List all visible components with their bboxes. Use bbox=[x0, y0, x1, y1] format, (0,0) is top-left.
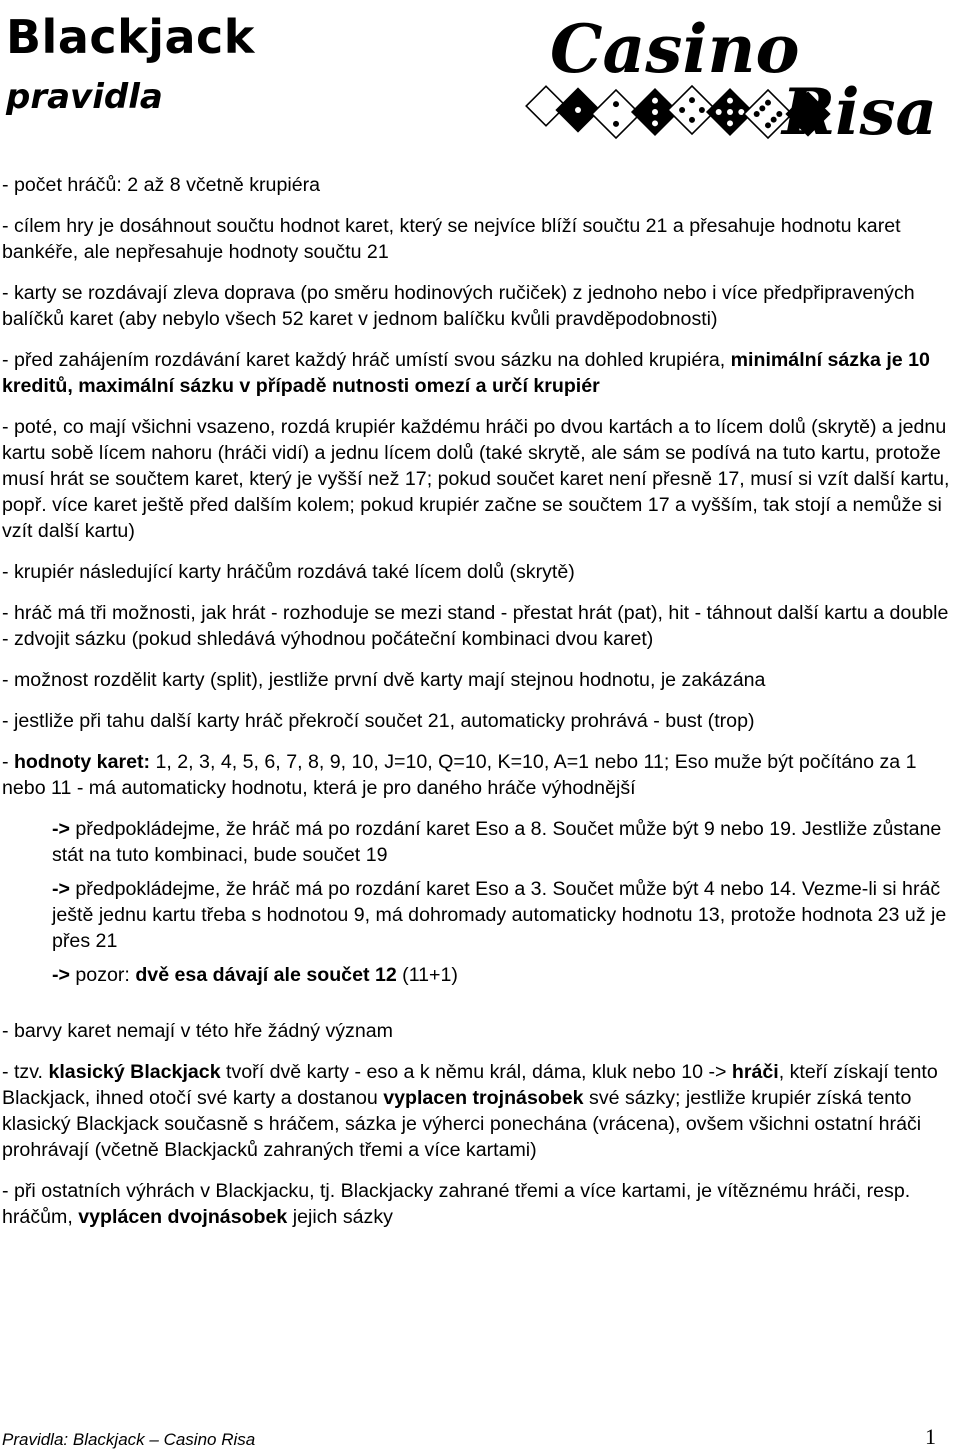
footer-text: Pravidla: Blackjack – Casino Risa bbox=[2, 1430, 256, 1449]
rule-text: - počet hráčů: 2 až 8 včetně krupiéra bbox=[2, 174, 321, 196]
rule-text: - karty se rozdávají zleva doprava (po směru hodinových ručiček) z jednoho nebo i více předpřipravených balíčků karet (aby nebylo všech 52 karet v jednom balíčku kvůli pravděpodobnosti) bbox=[2, 282, 915, 330]
document-subtitle: pravidla bbox=[6, 77, 163, 117]
rule-item bbox=[2, 280, 957, 332]
rule-text: 1, 2, 3, 4, 5, 6, 7, 8, 9, 10, J=10, Q=10, K=10, A=1 nebo 11; Eso muže být počítáno za 1 nebo 11 - má automaticky hodnotu, která je pro daného hráče výhodnější bbox=[2, 751, 917, 799]
rule-text: své sázky; jestliže krupiér získá tento klasický Blackjack současně s hráčem, sázka je výherci ponechána (vrácena), ovšem všichni ostatní hráči prohrávají (včetně Blackjacků zahraných třemi a více kartami) bbox=[2, 1087, 922, 1161]
rule-example bbox=[52, 876, 957, 954]
rule-item bbox=[2, 1018, 957, 1044]
rule-item bbox=[2, 347, 957, 399]
rule-item bbox=[2, 708, 957, 734]
rule-text: - cílem hry je dosáhnout součtu hodnot karet, který se nejvíce blíží součtu 21 a přesahuje hodnotu karet bankéře, ale nepřesahuje hodnoty součtu 21 bbox=[2, 215, 901, 263]
rule-text: - jestliže při tahu další karty hráč překročí součet 21, automaticky prohrává - bust (trop) bbox=[2, 710, 755, 732]
logo-risa-text: Risa bbox=[782, 75, 937, 150]
rule-text: - možnost rozdělit karty (split), jestliže první dvě karty mají stejnou hodnotu, je zakázána bbox=[2, 669, 766, 691]
rule-text: předpokládejme, že hráč má po rozdání karet Eso a 8. Součet může být 9 nebo 19. Jestliže zůstane stát na tuto kombinaci, bude součet 19 bbox=[52, 818, 942, 866]
rule-emphasis: -> bbox=[52, 964, 70, 986]
rule-emphasis: minimální sázka je 10 kreditů, maximální sázku v případě nutnosti omezí a určí krupiér bbox=[2, 349, 930, 397]
rule-text: - barvy karet nemají v této hře žádný význam bbox=[2, 1020, 393, 1042]
rule-emphasis: vyplácen dvojnásobek bbox=[78, 1206, 288, 1228]
rule-text: předpokládejme, že hráč má po rozdání karet Eso a 3. Součet může být 4 nebo 14. Vezme-li si hráč ještě jednu kartu třeba s hodnotou 9, má dohromady automaticky hodnotu 13, protože hodnota 23 už je přes 21 bbox=[52, 878, 947, 952]
rule-emphasis: -> bbox=[52, 878, 70, 900]
rule-emphasis: hodnoty karet: bbox=[13, 751, 151, 773]
rule-emphasis: vyplacen trojnásobek bbox=[383, 1087, 584, 1109]
rule-text: , kteří získají tento Blackjack, ihned otočí své karty a dostanou bbox=[2, 1061, 938, 1109]
rule-item bbox=[2, 414, 957, 544]
rule-item bbox=[2, 1059, 957, 1163]
rule-item bbox=[2, 172, 957, 198]
rule-text: (11+1) bbox=[396, 964, 458, 986]
rule-example bbox=[52, 816, 957, 868]
document-title: Blackjack bbox=[6, 10, 255, 64]
rule-item bbox=[2, 559, 957, 585]
rule-emphasis: hráči bbox=[731, 1061, 779, 1083]
rule-text: - bbox=[2, 751, 14, 773]
rule-emphasis: -> bbox=[52, 818, 70, 840]
rule-text: tvoří dvě karty - eso a k němu král, dáma, kluk nebo 10 -> bbox=[220, 1061, 732, 1083]
rule-text: - při ostatních výhrách v Blackjacku, tj. Blackjacky zahrané třemi a více kartami, je vítěznému hráči, resp. hráčům, bbox=[2, 1180, 911, 1228]
rule-text: - krupiér následující karty hráčům rozdává také lícem dolů (skrytě) bbox=[2, 561, 575, 583]
rule-text: jejich sázky bbox=[287, 1206, 393, 1228]
page-number: 1 bbox=[925, 1424, 936, 1449]
rule-emphasis: klasický Blackjack bbox=[48, 1061, 221, 1083]
rule-emphasis: dvě esa dávají ale součet 12 bbox=[135, 964, 397, 986]
rule-text: - tzv. bbox=[2, 1061, 49, 1083]
rule-example bbox=[52, 962, 957, 988]
rule-item bbox=[2, 213, 957, 265]
rule-item bbox=[2, 749, 957, 801]
rule-text: pozor: bbox=[69, 964, 136, 986]
casino-risa-logo bbox=[520, 2, 950, 154]
rule-text: - před zahájením rozdávání karet každý hráč umístí svou sázku na dohled krupiéra, bbox=[2, 349, 731, 371]
logo-casino-text: Casino bbox=[550, 10, 800, 88]
rule-text: - hráč má tři možnosti, jak hrát - rozhoduje se mezi stand - přestat hrát (pat), hit - táhnout další kartu a double - zdvojit sázku (pokud shledává výhodnou počáteční kombinaci dvou karet) bbox=[2, 602, 949, 650]
rule-item bbox=[2, 667, 957, 693]
rule-item bbox=[2, 1178, 957, 1230]
rules-list bbox=[2, 172, 957, 1245]
rule-item bbox=[2, 600, 957, 652]
rule-text: - poté, co mají všichni vsazeno, rozdá krupiér každému hráči po dvou kartách a to lícem dolů (skrytě) a jednu kartu sobě lícem nahoru (hráči vidí) a jednu lícem dolů (také skrytě, ale sám se podívá na tuto kartu, protože musí hrát se součtem karet, který je vyšší než 17; pokud součet karet není přesně 17, musí si vzít další kartu, popř. více karet ještě před dalším kolem; pokud krupiér začne se součtem 17 a vyšším, tak stojí a nemůže si vzít další kartu) bbox=[2, 416, 950, 542]
